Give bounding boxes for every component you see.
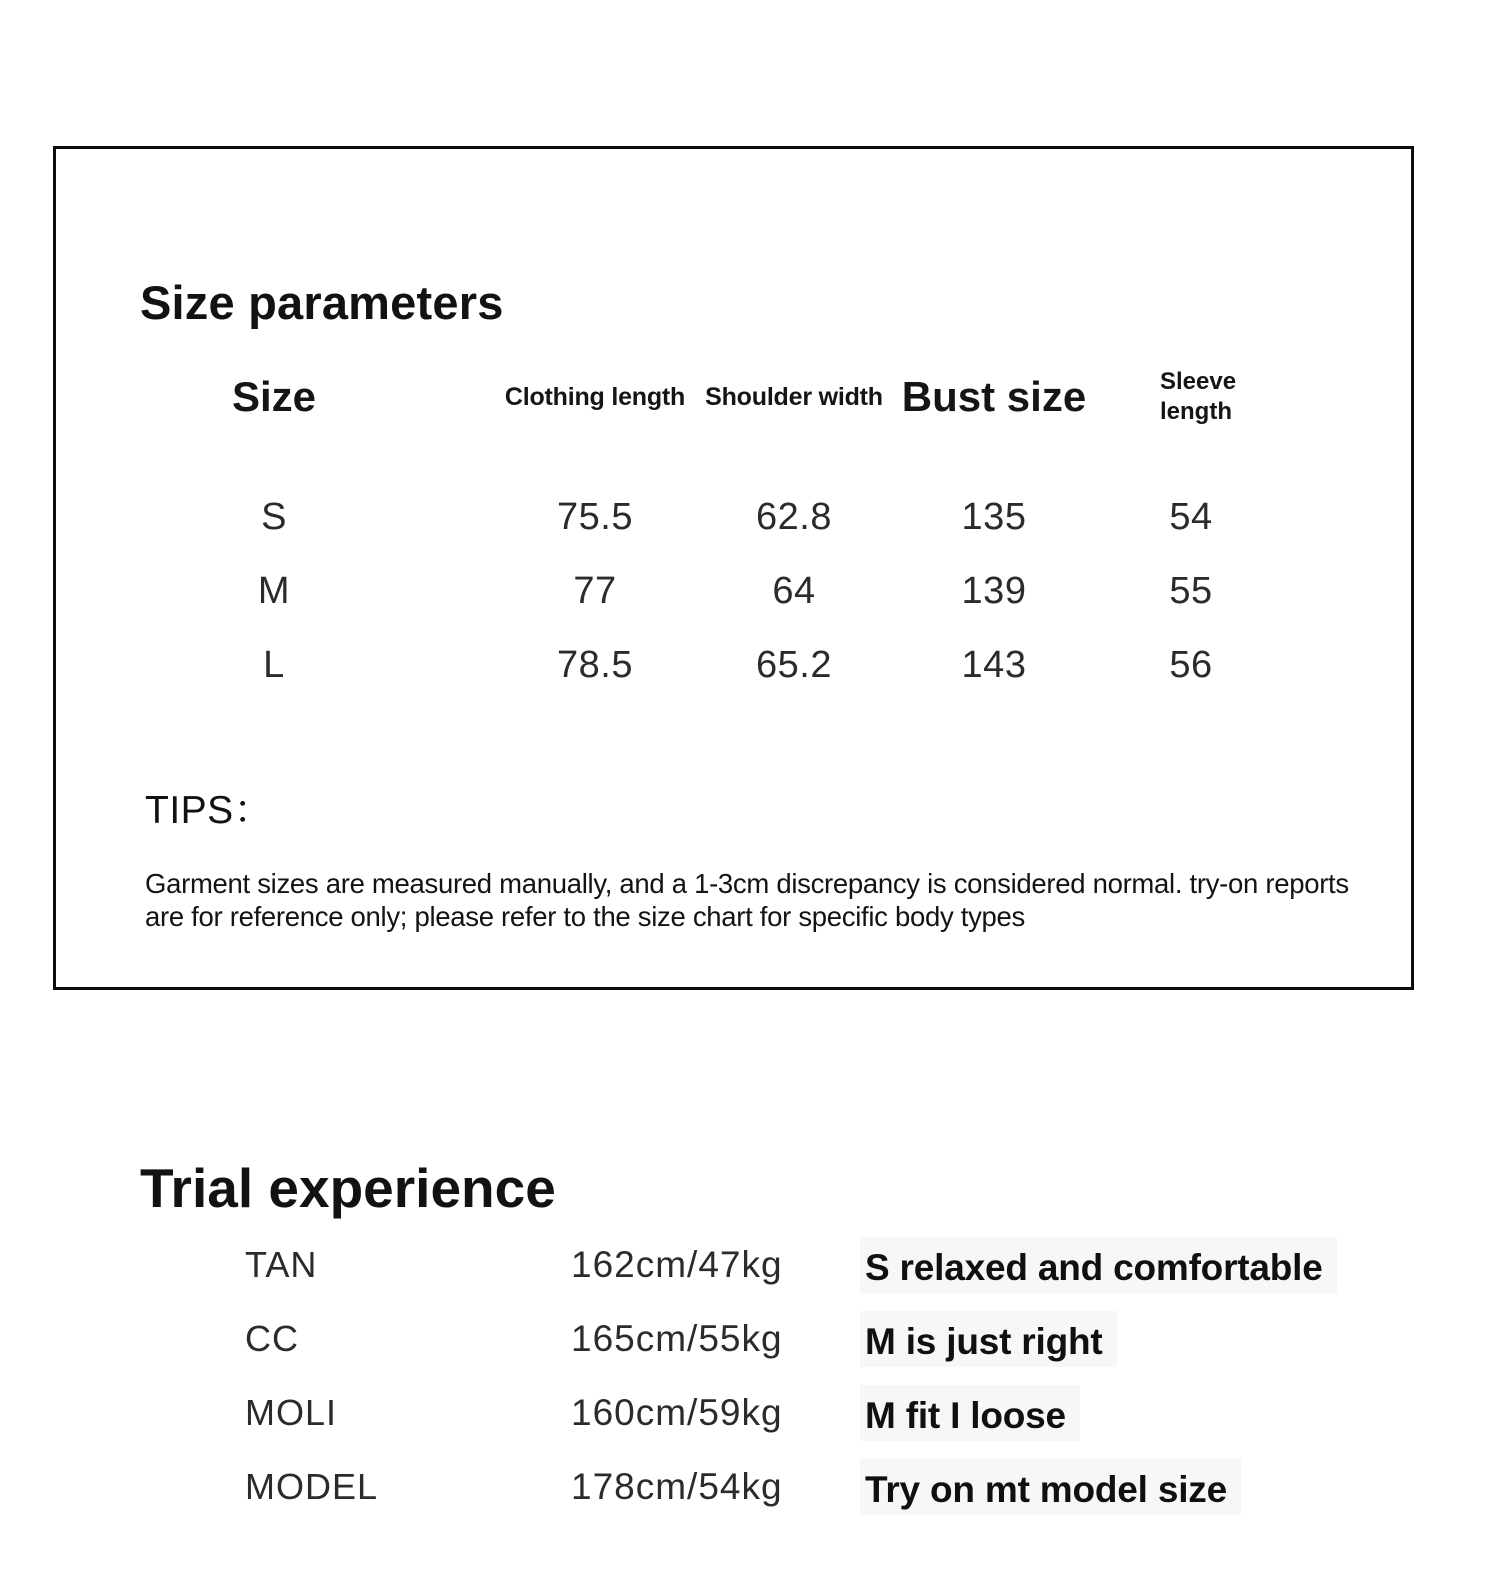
size-row-s-shoulder-width: 62.8 [756,495,832,538]
size-table-header-bust-size: Bust size [901,373,1087,420]
size-table-header-size: Size [231,373,317,420]
trial-name: TAN [245,1244,318,1285]
trial-fit-comment: M fit I loose [860,1385,1080,1441]
size-row-s-clothing-length: 75.5 [557,495,633,538]
size-row-m-bust-size: 139 [961,569,1027,612]
size-row-s-bust-size: 135 [961,495,1027,538]
size-row-m-sleeve-length: 55 [1169,569,1213,612]
size-parameters-panel [53,146,1414,990]
size-row-s-sleeve-length: 54 [1169,495,1213,538]
trial-height-weight: 160cm/59kg [571,1392,783,1433]
size-row-m-clothing-length: 77 [573,569,617,612]
trial-height-weight: 162cm/47kg [571,1244,783,1285]
trial-name: CC [245,1318,299,1359]
trial-experience-rows [0,1228,1500,1524]
trial-fit-comment: M is just right [860,1311,1117,1367]
trial-experience-title: Trial experience [140,1156,556,1219]
size-row-l-label: L [263,643,285,686]
trial-fit-comment: S relaxed and comfortable [860,1237,1337,1293]
trial-height-weight: 165cm/55kg [571,1318,783,1359]
trial-fit-comment: Try on mt model size [860,1459,1241,1515]
trial-row-cc [0,1302,1500,1376]
size-table-header-clothing-length: Clothing length [504,382,686,411]
size-row-s-label: S [261,495,287,538]
size-row-l-shoulder-width: 65.2 [756,643,832,686]
tips-body-text: Garment sizes are measured manually, and a 1-3cm discrepancy is considered normal. try-on reports are for reference only; please refer to the size chart for specific body types [145,867,1349,932]
size-row-l-bust-size: 143 [961,643,1027,686]
size-row-l-sleeve-length: 56 [1169,643,1213,686]
trial-name: MODEL [245,1466,379,1507]
size-table-header-sleeve-length: Sleeve length [1160,368,1237,425]
size-parameters-title: Size parameters [140,276,504,330]
tips-heading: TIPS： [145,789,274,832]
trial-name: MOLI [245,1392,338,1433]
trial-row-model [0,1450,1500,1524]
trial-height-weight: 178cm/54kg [571,1466,783,1507]
size-table-spacer [56,443,1284,480]
size-row-m-shoulder-width: 64 [772,569,816,612]
size-table [56,351,1284,702]
size-table-header-shoulder-width: Shoulder width [705,382,883,411]
size-row-m-label: M [257,569,291,612]
trial-row-tan [0,1228,1500,1302]
trial-row-moli [0,1376,1500,1450]
size-row-l-clothing-length: 78.5 [557,643,633,686]
